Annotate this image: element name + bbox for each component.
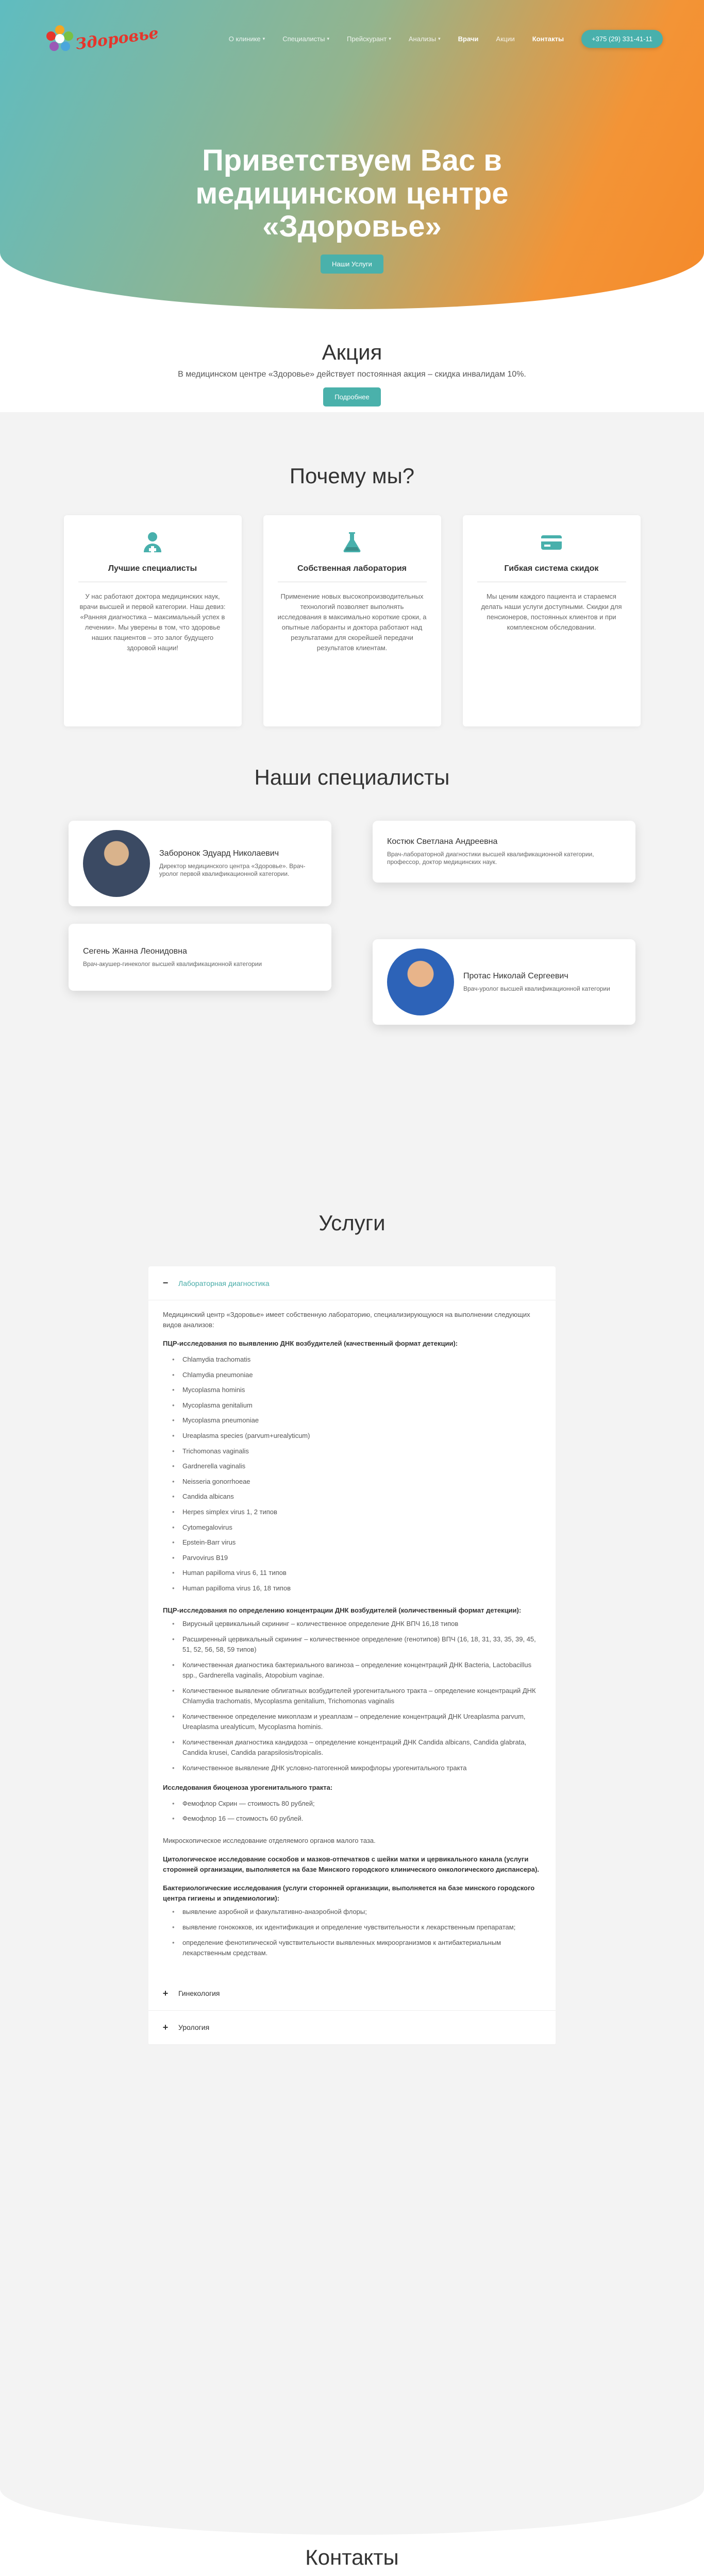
specialist-position: Врач-акушер-гинеколог высшей квалификационной категории (83, 960, 262, 968)
why-card-title: Гибкая система скидок (477, 564, 626, 582)
nav-specialists[interactable] (282, 35, 329, 43)
specialist-photo (83, 830, 150, 897)
list-item: • Neisseria gonorrhoeae (182, 1474, 541, 1489)
accordion-header-gynecology[interactable] (148, 1977, 556, 2011)
list-item: • выявление аэробной и факультативно-анаэробной флоры; (182, 1907, 541, 1917)
header-phone-button[interactable]: +375 (29) 331-41-11 (581, 30, 663, 48)
contacts-section (0, 2535, 704, 2576)
credit-card-icon (540, 531, 563, 553)
list-item: • Вирусный цервикальный скрининг – количественное определение ДНК ВПЧ 16,18 типов (182, 1619, 541, 1629)
list-item: • Human papilloma virus 6, 11 типов (182, 1565, 541, 1581)
our-services-button[interactable]: Наши Услуги (321, 255, 383, 274)
services-section (0, 1200, 704, 2535)
accordion-title: Лабораторная диагностика (178, 1279, 270, 1287)
list-item: • Mycoplasma hominis (182, 1382, 541, 1398)
list-item: • Chlamydia trachomatis (182, 1352, 541, 1367)
specialist-name: Костюк Светлана Андреевна (387, 837, 498, 846)
specialist-position: Врач-уролог высшей квалификационной категории (463, 985, 610, 992)
specialist-name: Протас Николай Сергеевич (463, 971, 568, 980)
hero-title-line: медицинском центре (195, 177, 509, 210)
list-item: • Количественная диагностика бактериального вагиноза – определение концентраций ДНК Bacteria, Lactobacillus spp., Gardnerella vaginalis, Atopobium vaginae. (182, 1660, 541, 1681)
plus-icon: + (162, 1988, 169, 1998)
list-item: • Epstein-Barr virus (182, 1535, 541, 1550)
specialist-position: Врач-лабораторной диагностики высшей квалификационной категории, профессор, доктор медицинских наук. (387, 851, 594, 866)
list-item: • Количественное выявление ДНК условно-патогенной микрофлоры урогенитального тракта (182, 1763, 541, 1773)
specialist-card[interactable] (69, 924, 331, 991)
services-accordion (148, 1266, 556, 2045)
list-item: • Ureaplasma species (parvum+urealyticum) (182, 1428, 541, 1444)
nav-label: Прейскурант (346, 35, 387, 43)
accordion-header-lab[interactable] (148, 1266, 556, 1300)
pcr-list (182, 1352, 541, 1596)
why-card (463, 515, 641, 726)
why-card-text: Применение новых высокопроизводительных технологий позволяет выполнять исследования в максимально короткие сроки, а опытные лаборанты и доктора работают над результатами для скорейшей передачи результатов клиентам. (277, 592, 427, 652)
list-item: • Количественное выявление облигатных возбудителей урогенитального тракта – определение концентраций ДНК Chlamydia trachomatis, Mycoplasma genitalium, Trichomonas vaginalis (182, 1686, 541, 1706)
list-item: • Herpes simplex virus 1, 2 типов (182, 1504, 541, 1520)
why-card (64, 515, 242, 726)
list-item: • Human papilloma virus 16, 18 типов (182, 1581, 541, 1596)
doctor-icon (141, 531, 164, 553)
why-cards (0, 515, 704, 726)
main-nav (229, 30, 663, 48)
quant-title: ПЦР-исследования по определению концентрации ДНК возбудителей (количественный формат детекции): (163, 1606, 522, 1614)
biofem-list (182, 1796, 541, 1826)
micro-title: Микроскопическое исследование отделяемого органов малого таза. (163, 1836, 376, 1844)
site-header (0, 0, 704, 77)
list-item: • Parvovirus B19 (182, 1550, 541, 1566)
nav-label: Анализы (408, 35, 437, 43)
plus-icon: + (162, 2022, 169, 2032)
why-card-text: Мы ценим каждого пациента и стараемся делать наши услуги доступными. Скидки для пенсионеров, постоянных клиентов и при комплексном обследовании. (481, 592, 622, 631)
specialists-grid (69, 821, 635, 1053)
hero-title (0, 144, 704, 243)
list-item: • Количественная диагностика кандидоза – определение концентраций ДНК Candida albicans, Candida glabrata, Candida krusei, Candida parapsilosis/tropicalis. (182, 1737, 541, 1758)
bact-list (182, 1907, 541, 1958)
accordion-title: Гинекология (178, 1989, 220, 1998)
list-item: • Trichomonas vaginalis (182, 1444, 541, 1459)
chevron-down-icon: ▾ (389, 36, 391, 41)
nav-prices[interactable] (347, 35, 391, 43)
promo-text: В медицинском центре «Здоровье» действует постоянная акция – скидка инвалидам 10%. (178, 370, 526, 379)
specialist-info (387, 837, 621, 866)
list-item: • Фемофлор Скрин — стоимость 80 рублей; (182, 1796, 541, 1811)
why-card (263, 515, 441, 726)
quant-list (182, 1619, 541, 1773)
specialist-position: Директор медицинского центра «Здоровье». Врач-уролог первой квалификационной категории. (159, 862, 306, 877)
list-item: • определение фенотипической чувствительности выявленных микроорганизмов к антибактериальным лекарственным средствам. (182, 1938, 541, 1958)
specialist-info (159, 849, 317, 878)
chevron-down-icon: ▾ (438, 36, 441, 41)
list-item: • Candida albicans (182, 1489, 541, 1504)
flask-icon (341, 531, 363, 553)
list-item: • Расширенный цервикальный скрининг – количественное определение (генотипов) ВПЧ (16, 18, 31, 33, 35, 39, 45, 51, 52, 56, 58, 59 типов) (182, 1634, 541, 1655)
specialist-info (83, 947, 262, 968)
list-item: • Mycoplasma pneumoniae (182, 1413, 541, 1428)
logo-text: Здоровье (74, 24, 160, 54)
biofem-title: Исследования биоценоза урогенитального тракта: (163, 1783, 333, 1791)
why-card-text: У нас работают доктора медицинских наук, врачи высшей и первой категории. Наш девиз: «Ранняя диагностика – максимальный успех в лечении». Мы уверены в том, что здоровье наших пациентов – это залог будущего здоровой нации! (79, 592, 226, 652)
logo-flower-icon (46, 25, 73, 52)
specialist-info (463, 972, 610, 993)
why-card-title: Собственная лаборатория (278, 564, 427, 582)
nav-label: Специалисты (282, 35, 325, 43)
list-item: • Chlamydia pneumoniae (182, 1367, 541, 1383)
specialist-name: Заборонок Эдуард Николаевич (159, 849, 279, 858)
specialists-section (0, 762, 704, 1200)
why-title: Почему мы? (289, 464, 415, 488)
accordion-title: Урология (178, 2023, 210, 2032)
promo-section (0, 309, 704, 412)
accordion-body-lab (148, 1300, 556, 1977)
list-item: • Cytomegalovirus (182, 1520, 541, 1535)
nav-doctors[interactable]: Врачи (458, 35, 479, 43)
hero-title-line: Приветствуем Вас в (202, 144, 502, 177)
logo[interactable] (46, 25, 159, 52)
list-item: • Gardnerella vaginalis (182, 1459, 541, 1474)
nav-label: О клинике (228, 35, 261, 43)
accordion-header-urology[interactable] (148, 2011, 556, 2045)
list-item: • Фемофлор 16 — стоимость 60 рублей. (182, 1811, 541, 1826)
hero-title-line: «Здоровье» (262, 210, 442, 243)
list-item: • Количественное определение микоплазм и уреаплазм – определение концентраций ДНК Ureaplasma parvum, Ureaplasma urealyticum, Mycoplasma hominis. (182, 1711, 541, 1732)
pcr-title: ПЦР-исследования по выявлению ДНК возбудителей (качественный формат детекции): (163, 1340, 458, 1347)
why-us-section (0, 412, 704, 762)
minus-icon: − (162, 1278, 169, 1288)
chevron-down-icon: ▾ (327, 36, 329, 41)
specialist-card[interactable] (373, 939, 635, 1025)
hero-section (0, 0, 704, 309)
nav-about[interactable] (229, 35, 265, 43)
list-item: • Mycoplasma genitalium (182, 1398, 541, 1413)
services-intro: Медицинский центр «Здоровье» имеет собственную лабораторию, специализирующуюся на выполнении следующих видов анализов: (163, 1311, 530, 1329)
hero-content (0, 144, 704, 274)
list-item: • выявление гонококков, их идентификация и определение чувствительности к лекарственным препаратам; (182, 1922, 541, 1933)
specialist-card[interactable] (373, 821, 635, 883)
promo-title: Акция (322, 340, 382, 364)
bact-title: Бактериологические исследования (услуги сторонней организации, выполняется на базе минского городского центра гигиены и эпидемиологии): (163, 1884, 535, 1902)
nav-promotions[interactable]: Акции (496, 35, 515, 43)
specialist-photo (387, 948, 454, 1015)
nav-analyses[interactable] (409, 35, 441, 43)
promo-more-button[interactable]: Подробнее (323, 387, 380, 406)
why-card-title: Лучшие специалисты (78, 564, 227, 582)
chevron-down-icon: ▾ (262, 36, 265, 41)
specialist-card[interactable] (69, 821, 331, 906)
specialists-title: Наши специалисты (254, 765, 450, 789)
nav-contacts[interactable]: Контакты (532, 35, 564, 43)
services-title: Услуги (319, 1211, 385, 1235)
contacts-title: Контакты (305, 2545, 399, 2569)
cyto-title: Цитологическое исследование соскобов и мазков-отпечатков с шейки матки и цервикального канала (услуги сторонней организации, выполняется на базе Минского городского клинического онкологического диспансера). (163, 1855, 540, 1873)
specialist-name: Сегень Жанна Леонидовна (83, 946, 187, 956)
